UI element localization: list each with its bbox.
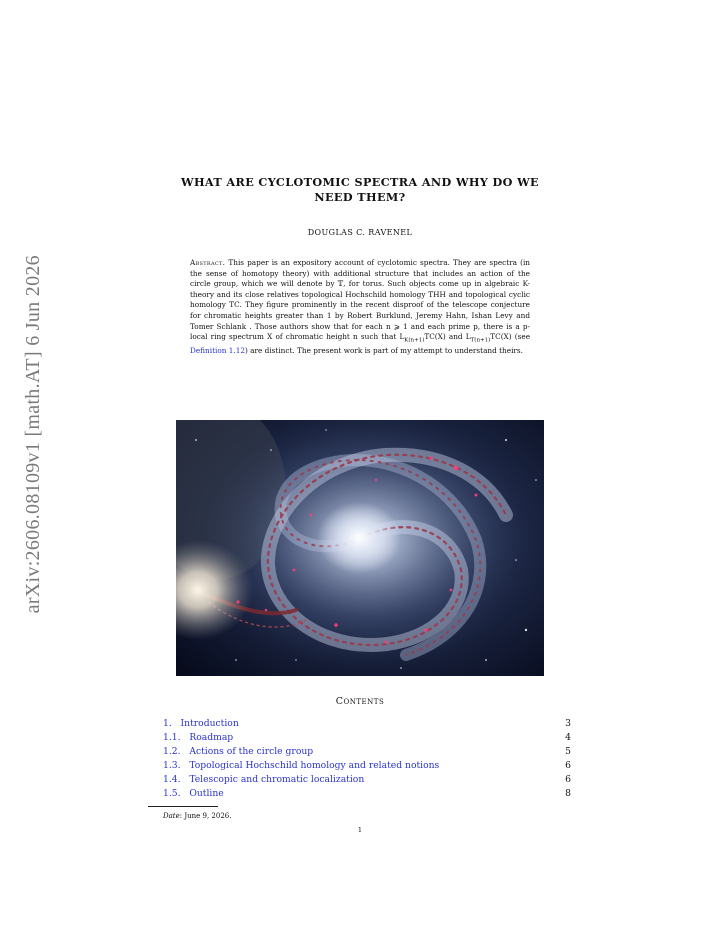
toc-label: Roadmap — [189, 732, 234, 743]
toc-link-roadmap[interactable] — [163, 731, 233, 745]
galaxy-illustration — [176, 420, 544, 676]
toc-number: 1.1. — [163, 732, 181, 743]
table-of-contents — [163, 717, 571, 801]
toc-row — [163, 717, 571, 731]
title-line-2: NEED THEM? — [314, 190, 406, 204]
toc-page-number: 4 — [565, 732, 571, 743]
toc-number: 1.2. — [163, 746, 181, 757]
abstract-subscript-1: K(n+1) — [404, 337, 425, 344]
toc-link-outline[interactable] — [163, 787, 224, 801]
abstract-subscript-2: T(n+1) — [470, 337, 491, 344]
toc-page-number: 6 — [565, 774, 571, 785]
abstract-text-3: TC(X) (see — [490, 332, 531, 342]
toc-label: Introduction — [180, 718, 239, 729]
toc-label: Actions of the circle group — [189, 746, 314, 757]
paper-title — [150, 175, 570, 205]
toc-row — [163, 759, 571, 773]
author-name: DOUGLAS C. RAVENEL — [307, 228, 413, 237]
toc-row — [163, 773, 571, 787]
toc-page-number: 3 — [565, 718, 571, 729]
toc-page-number: 6 — [565, 760, 571, 771]
abstract-text-2: TC(X) and L — [424, 332, 471, 342]
abstract — [190, 258, 530, 357]
definition-reference-link[interactable]: Definition 1.12 — [190, 346, 245, 356]
toc-link-localization[interactable] — [163, 773, 364, 787]
toc-link-circle-group[interactable] — [163, 745, 313, 759]
toc-number: 1.4. — [163, 774, 181, 785]
page-number: 1 — [357, 826, 363, 834]
date-footnote — [163, 812, 231, 820]
toc-page-number: 5 — [565, 746, 571, 757]
toc-row — [163, 787, 571, 801]
abstract-text-1: This paper is an expository account of cyclotomic spectra. They are spectra (in the sense of homotopy theory) with additional structure that includes an action of the circle group, which we will denote by 𝕋, for torus. Such objects come up in algebraic K-theory and its close relatives topological Hochschild homology THH and topological cyclic homology TC. They figure prominently in the recent disproof of the telescope conjecture for chromatic heights greater than 1 by Robert Burklund, Jeremy Hahn, Ishan Levy and Tomer Schlank . Those authors show that for each n ⩾ 1 and each prime p, there is a p-local ring spectrum X of chromatic height n such that L — [190, 258, 530, 342]
toc-link-thh[interactable] — [163, 759, 439, 773]
spiral-galaxy-image — [176, 420, 544, 676]
toc-number: 1. — [163, 718, 172, 729]
toc-row — [163, 745, 571, 759]
abstract-label: Abstract. — [190, 258, 226, 267]
toc-label: Telescopic and chromatic localization — [189, 774, 365, 785]
footnote-divider — [148, 806, 218, 807]
footnote-label: Date — [163, 812, 180, 820]
toc-link-introduction[interactable] — [163, 717, 239, 731]
title-line-1: WHAT ARE CYCLOTOMIC SPECTRA AND WHY DO WE — [181, 175, 539, 189]
toc-number: 1.5. — [163, 788, 181, 799]
abstract-text-4: ) are distinct. The present work is part of my attempt to understand theirs. — [245, 346, 523, 356]
arxiv-identifier-stamp: arXiv:2606.08109v1 [math.AT] 6 Jun 2026 — [22, 255, 44, 614]
toc-page-number: 8 — [565, 788, 571, 799]
toc-row — [163, 731, 571, 745]
footnote-date: : June 9, 2026. — [179, 812, 232, 820]
toc-label: Topological Hochschild homology and related notions — [189, 760, 440, 771]
toc-number: 1.3. — [163, 760, 181, 771]
toc-label: Outline — [189, 788, 224, 799]
contents-heading: Contents — [335, 696, 385, 707]
